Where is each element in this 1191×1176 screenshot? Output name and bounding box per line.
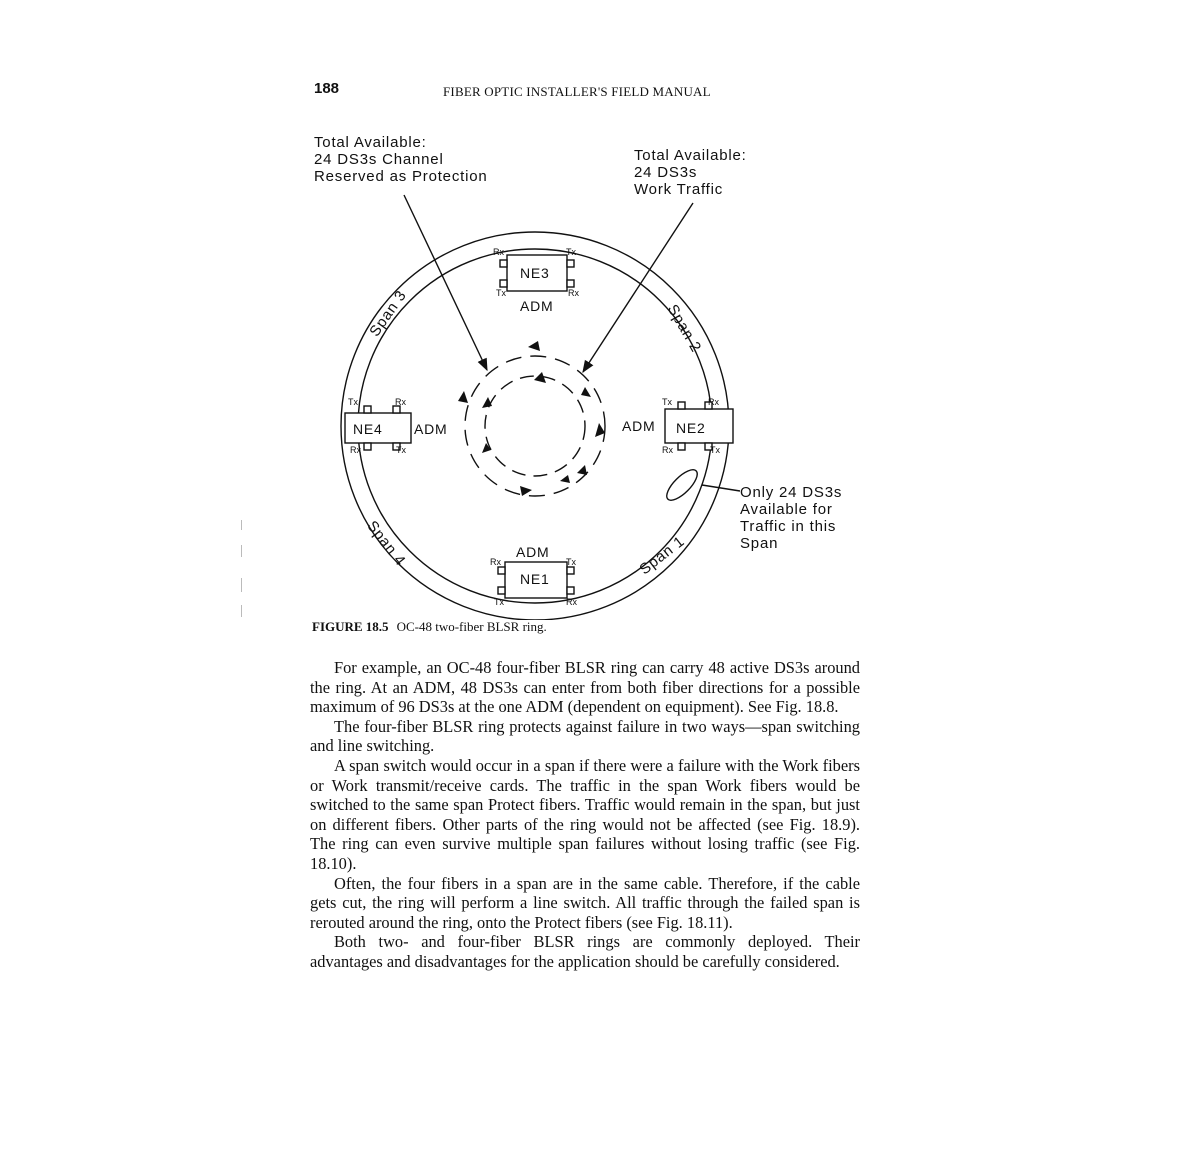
ne1-tx-bottom-label: Tx: [494, 597, 504, 607]
ne1-label: NE1: [520, 571, 550, 587]
paragraph: A span switch would occur in a span if there were a failure with the Work fibers or Work transmit/receive cards. The traffic in the span Work fibers would be switched to the same span Protect fibers. Traffic would remain in the span, but just on different fibers. Other parts of the ring would not be affected (see Fig. 18.9). The ring can even survive multiple span failures without losing traffic (see Fig. 18.10).: [310, 755, 860, 873]
work-callout: Total Available: 24 DS3s Work Traffic: [634, 147, 747, 198]
protection-traffic-circle: [465, 356, 605, 496]
figure-caption: [312, 619, 547, 635]
port-ne4-rx: [393, 406, 400, 413]
port-ne3-rx: [500, 260, 507, 267]
ne4-rx-bottom-label: Rx: [350, 445, 361, 455]
ne2-adm-label: ADM: [622, 418, 656, 434]
port-ne3-tx-out: [567, 260, 574, 267]
span-note-callout: Only 24 DS3s Available for Traffic in this Span: [740, 484, 843, 552]
figure-caption-text: OC-48 two-fiber BLSR ring.: [396, 619, 547, 634]
ne2-rx-label: Rx: [708, 397, 719, 407]
work-leader-line: [583, 203, 693, 372]
traffic-arrow: [577, 465, 587, 475]
ne3-rx-label: Rx: [493, 247, 504, 257]
paragraph: Both two- and four-fiber BLSR rings are commonly deployed. Their advantages and disadvantages for the application should be carefully considered.: [310, 932, 860, 971]
port-ne3-rx-in: [567, 280, 574, 287]
ne4-tx-bottom-label: Tx: [396, 445, 406, 455]
port-ne3-tx: [500, 280, 507, 287]
paragraph: The four-fiber BLSR ring protects against failure in two ways—span switching and line switching.: [310, 716, 860, 756]
port-ne2-tx: [678, 402, 685, 409]
port-ne4-rx-bottom: [364, 443, 371, 450]
span-2-label: Span 2: [663, 301, 705, 356]
ne4-tx-label: Tx: [348, 397, 358, 407]
span-1-label: Span 1: [636, 532, 689, 579]
work-traffic-circle: [485, 376, 585, 476]
ne1-rx-bottom-label: Rx: [566, 597, 577, 607]
ne2-label: NE2: [676, 420, 706, 436]
traffic-arrow: [458, 391, 468, 403]
body-text: [310, 658, 860, 972]
port-ne1-tx: [498, 587, 505, 594]
port-ne1-tx-out: [567, 567, 574, 574]
traffic-arrow: [595, 423, 605, 437]
figure-blsr-ring: [300, 125, 880, 620]
ne3-tx-label: Tx: [566, 247, 576, 257]
figure-caption-label: FIGURE 18.5: [312, 619, 389, 634]
scan-mark: [241, 520, 242, 530]
ne3-rx-bottom-label: Rx: [568, 288, 579, 298]
running-title: FIBER OPTIC INSTALLER'S FIELD MANUAL: [443, 84, 711, 99]
ne2-tx-bottom-label: Tx: [710, 445, 720, 455]
protection-callout: Total Available: 24 DS3s Channel Reserved as Protection: [314, 134, 488, 185]
scan-mark: [241, 545, 242, 557]
traffic-arrow: [560, 475, 570, 483]
ne4-rx-label: Rx: [395, 397, 406, 407]
span-note-leader-line: [702, 485, 740, 491]
port-ne1-rx: [498, 567, 505, 574]
ne2-rx-bottom-label: Rx: [662, 445, 673, 455]
ne4-label: NE4: [353, 421, 383, 437]
ne3-adm-label: ADM: [520, 298, 554, 314]
paragraph: For example, an OC-48 four-fiber BLSR ring can carry 48 active DS3s around the ring. At an ADM, 48 DS3s can enter from both fiber directions for a possible maximum of 96 DS3s at the one ADM (dependent on equipment). See Fig. 18.8.: [310, 658, 860, 717]
ne1-rx-label: Rx: [490, 557, 501, 567]
port-ne2-rx-bottom: [678, 443, 685, 450]
port-ne1-rx-in: [567, 587, 574, 594]
ne1-tx-label: Tx: [566, 557, 576, 567]
traffic-arrow: [581, 387, 591, 397]
scan-mark: [241, 605, 242, 617]
span-3-label: Span 3: [366, 287, 411, 340]
ne1-adm-label: ADM: [516, 544, 550, 560]
ne2-tx-label: Tx: [662, 397, 672, 407]
ne3-tx-bottom-label: Tx: [496, 288, 506, 298]
traffic-arrow: [520, 486, 532, 496]
protection-leader-line: [404, 195, 487, 370]
span-4-label: Span 4: [363, 517, 409, 570]
paragraph: Often, the four fibers in a span are in the same cable. Therefore, if the cable gets cut, the ring will perform a line switch. All traffic through the failed span is rerouted around the ring, onto the Protect fibers (see Fig. 18.11).: [310, 873, 860, 932]
ne4-adm-label: ADM: [414, 421, 448, 437]
port-ne4-tx: [364, 406, 371, 413]
page-header: [0, 80, 1191, 104]
scan-mark: [241, 578, 242, 592]
traffic-arrow: [528, 341, 540, 351]
ne3-label: NE3: [520, 265, 550, 281]
page-number: 188: [314, 80, 340, 97]
